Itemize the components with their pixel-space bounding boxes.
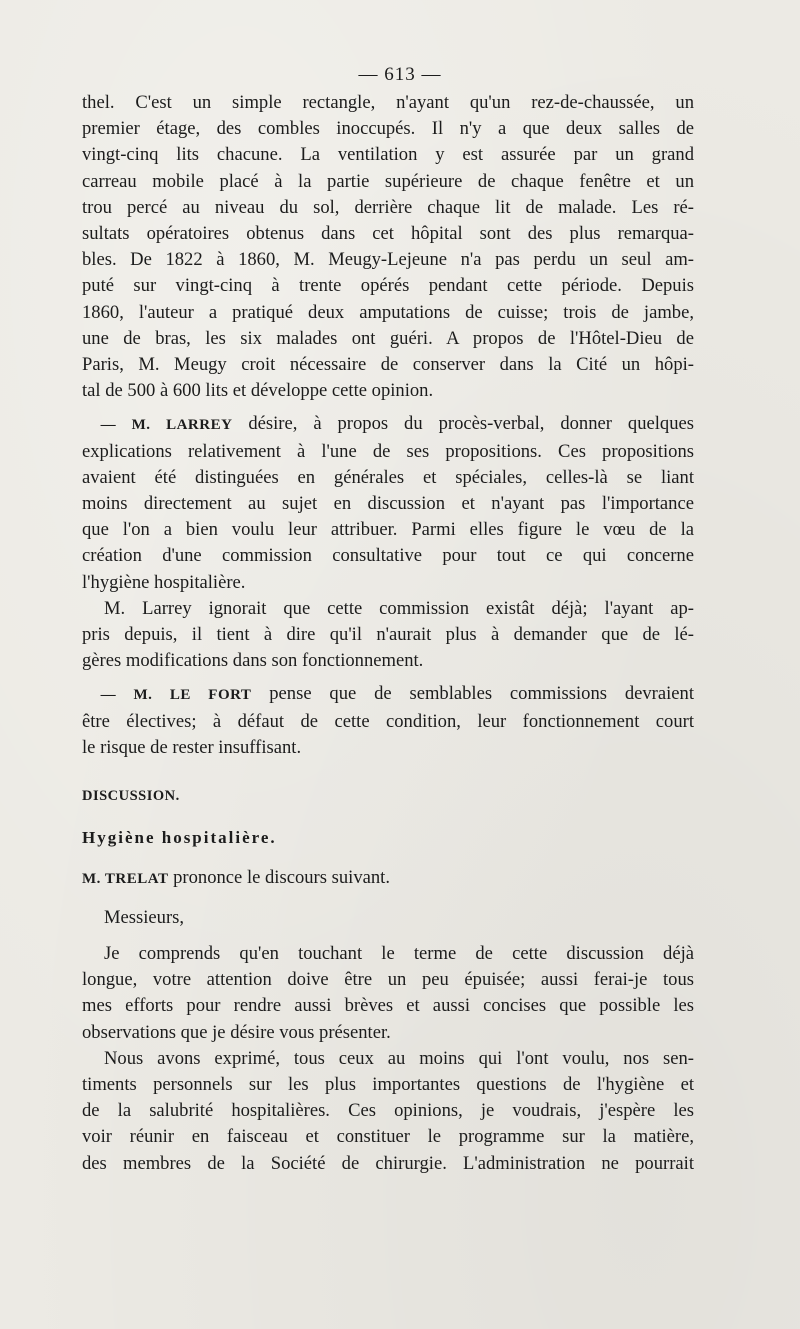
text-line: gères modifications dans son fonctionnement.: [82, 650, 424, 672]
speech-intro: [82, 865, 694, 892]
text-fragment: désire, à propos du procès-verbal, donner quelques: [232, 413, 695, 435]
text-line: M. Larrey ignorait que cette commission existât déjà; l'ayant ap-: [104, 597, 694, 619]
text-line: trou percé au niveau du sol, derrière chaque lit de malade. Les ré-: [82, 196, 694, 218]
text-line: une de bras, les six malades ont guéri. A propos de l'Hôtel-Dieu de: [82, 327, 694, 349]
speaker-name: — M. LARREY: [100, 417, 233, 434]
text-line: tal de 500 à 600 lits et développe cette opinion.: [82, 380, 434, 402]
text-line: premier étage, des combles inoccupés. Il n'y a que deux salles de: [82, 118, 694, 140]
text-line: avaient été distinguées en générales et spéciales, celles-là se liant: [82, 466, 694, 488]
text-line: création d'une commission consultative pour tout ce qui concerne: [82, 545, 694, 567]
text-line: moins directement au sujet en discussion et n'ayant pas l'importance: [82, 493, 694, 515]
text-line: carreau mobile placé à la partie supérieure de chaque fenêtre et un: [82, 170, 694, 192]
text-line: [82, 411, 694, 438]
paragraph-larrey-followup: [82, 596, 694, 675]
text-line: Je comprends qu'en touchant le terme de cette discussion déjà: [104, 942, 694, 964]
paragraph-le-fort: [82, 681, 694, 761]
text-line: que l'on a bien voulu leur attribuer. Parmi elles figure le vœu de la: [82, 519, 694, 541]
speaker-name: — M. LE FORT: [100, 687, 252, 704]
text-line: des membres de la Société de chirurgie. L'administration ne pourrait: [82, 1152, 694, 1174]
text-line: puté sur vingt-cinq à trente opérés pendant cette période. Depuis: [82, 275, 694, 297]
speech-paragraph: [82, 1046, 694, 1177]
page-number: — 613 —: [358, 64, 442, 85]
text-fragment: pense que de semblables commissions devraient: [251, 683, 695, 705]
text-line: vingt-cinq lits chacune. La ventilation y est assurée par un grand: [82, 144, 694, 166]
text-line: observations que je désire vous présenter.: [82, 1021, 391, 1043]
text-line: [82, 865, 694, 892]
text-line: Nous avons exprimé, tous ceux au moins qui l'ont voulu, nos sen-: [104, 1047, 694, 1069]
text-line: bles. De 1822 à 1860, M. Meugy-Lejeune n'a pas perdu un seul am-: [82, 249, 694, 271]
text-line: le risque de rester insuffisant.: [82, 736, 302, 758]
text-line: [82, 681, 694, 708]
paragraph-larrey: [82, 411, 694, 595]
text-line: de la salubrité hospitalières. Ces opinions, je voudrais, j'espère les: [82, 1100, 694, 1122]
speech-salutation: [82, 905, 694, 931]
text-line: être électives; à défaut de cette condition, leur fonctionnement court: [82, 710, 694, 732]
text-line: explications relativement à l'une de ses propositions. Ces propositions: [82, 440, 694, 462]
text-line: sultats opératoires obtenus dans cet hôpital sont des plus remarqua-: [82, 223, 694, 245]
text-line: l'hygiène hospitalière.: [82, 571, 246, 593]
text-line: Messieurs,: [104, 906, 185, 928]
speaker-name: M. TRELAT: [82, 871, 169, 888]
text-line: thel. C'est un simple rectangle, n'ayant qu'un rez-de-chaussée, un: [82, 92, 694, 113]
section-title: DISCUSSION.: [82, 788, 180, 805]
speech-paragraph: [82, 941, 694, 1046]
text-line: Paris, M. Meugy croit nécessaire de conserver dans la Cité un hôpi-: [82, 354, 694, 376]
section-subtitle: Hygiène hospitalière.: [82, 828, 277, 848]
text-fragment: prononce le discours suivant.: [168, 867, 390, 889]
text-line: pris depuis, il tient à dire qu'il n'aurait plus à demander que de lé-: [82, 624, 694, 646]
page-body: [82, 90, 694, 1177]
text-line: 1860, l'auteur a pratiqué deux amputations de cuisse; trois de jambe,: [82, 301, 694, 323]
text-line: longue, votre attention doive être un peu épuisée; aussi ferai-je tous: [82, 969, 694, 991]
text-line: voir réunir en faisceau et constituer le programme sur la matière,: [82, 1126, 694, 1148]
text-line: timents personnels sur les plus importantes questions de l'hygiène et: [82, 1073, 694, 1095]
paragraph-meugy-report: [82, 90, 694, 404]
text-line: mes efforts pour rendre aussi brèves et aussi concises que possible les: [82, 995, 694, 1017]
